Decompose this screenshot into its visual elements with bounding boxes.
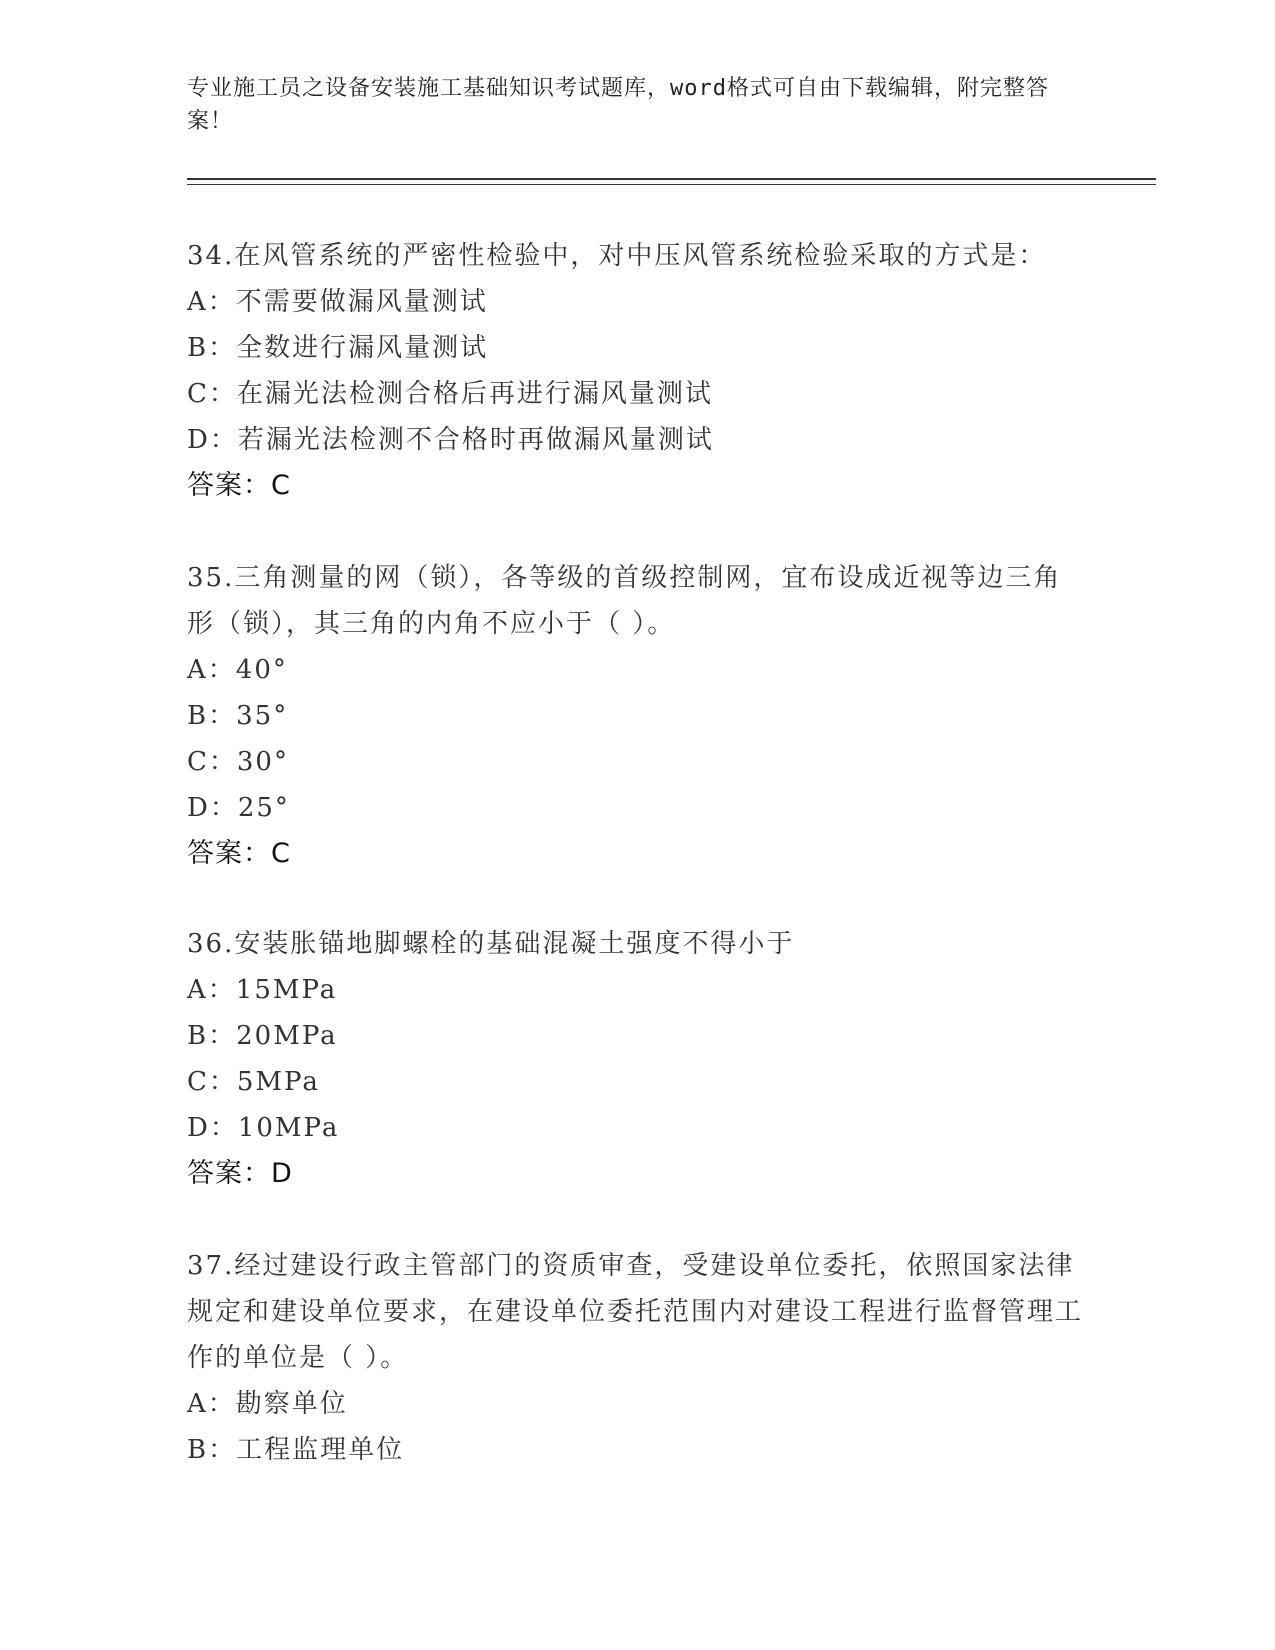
header-divider-thin xyxy=(187,184,1156,185)
question-stem: 36.安装胀锚地脚螺栓的基础混凝土强度不得小于 xyxy=(187,929,795,959)
question-36 xyxy=(187,921,1087,1197)
header-divider-thick xyxy=(187,178,1156,180)
option-a: A：15MPa xyxy=(187,975,338,1005)
option-a: A：不需要做漏风量测试 xyxy=(187,287,488,317)
option-c: C：5MPa xyxy=(187,1067,320,1097)
option-b: B：20MPa xyxy=(187,1021,338,1051)
option-b: B：全数进行漏风量测试 xyxy=(187,333,489,363)
document-header xyxy=(187,72,1087,138)
question-35 xyxy=(187,555,1087,877)
question-stem: 34.在风管系统的严密性检验中，对中压风管系统检验采取的方式是： xyxy=(187,241,1047,271)
option-b: B：35° xyxy=(187,701,289,731)
answer-line: 答案：D xyxy=(187,1158,293,1189)
option-c: C：30° xyxy=(187,747,289,777)
option-a: A：勘察单位 xyxy=(187,1389,348,1419)
question-stem: 37.经过建设行政主管部门的资质审查，受建设单位委托，依照国家法律规定和建设单位要求，在建设单位委托范围内对建设工程进行监督管理工作的单位是（ ）。 xyxy=(187,1251,1084,1373)
option-d: D：若漏光法检测不合格时再做漏风量测试 xyxy=(187,425,714,455)
option-d: D：25° xyxy=(187,793,290,823)
option-c: C：在漏光法检测合格后再进行漏风量测试 xyxy=(187,379,713,409)
answer-line: 答案：C xyxy=(187,470,291,501)
question-37 xyxy=(187,1243,1087,1473)
question-stem: 35.三角测量的网（锁），各等级的首级控制网，宜布设成近视等边三角形（锁），其三角的内角不应小于（ ）。 xyxy=(187,563,1062,639)
document-header-text: 专业施工员之设备安装施工基础知识考试题库，word格式可自由下载编辑，附完整答案！ xyxy=(187,76,1049,134)
option-b: B：工程监理单位 xyxy=(187,1435,405,1465)
option-d: D：10MPa xyxy=(187,1113,340,1143)
option-a: A：40° xyxy=(187,655,288,685)
answer-line: 答案：C xyxy=(187,838,291,869)
question-34 xyxy=(187,233,1087,509)
